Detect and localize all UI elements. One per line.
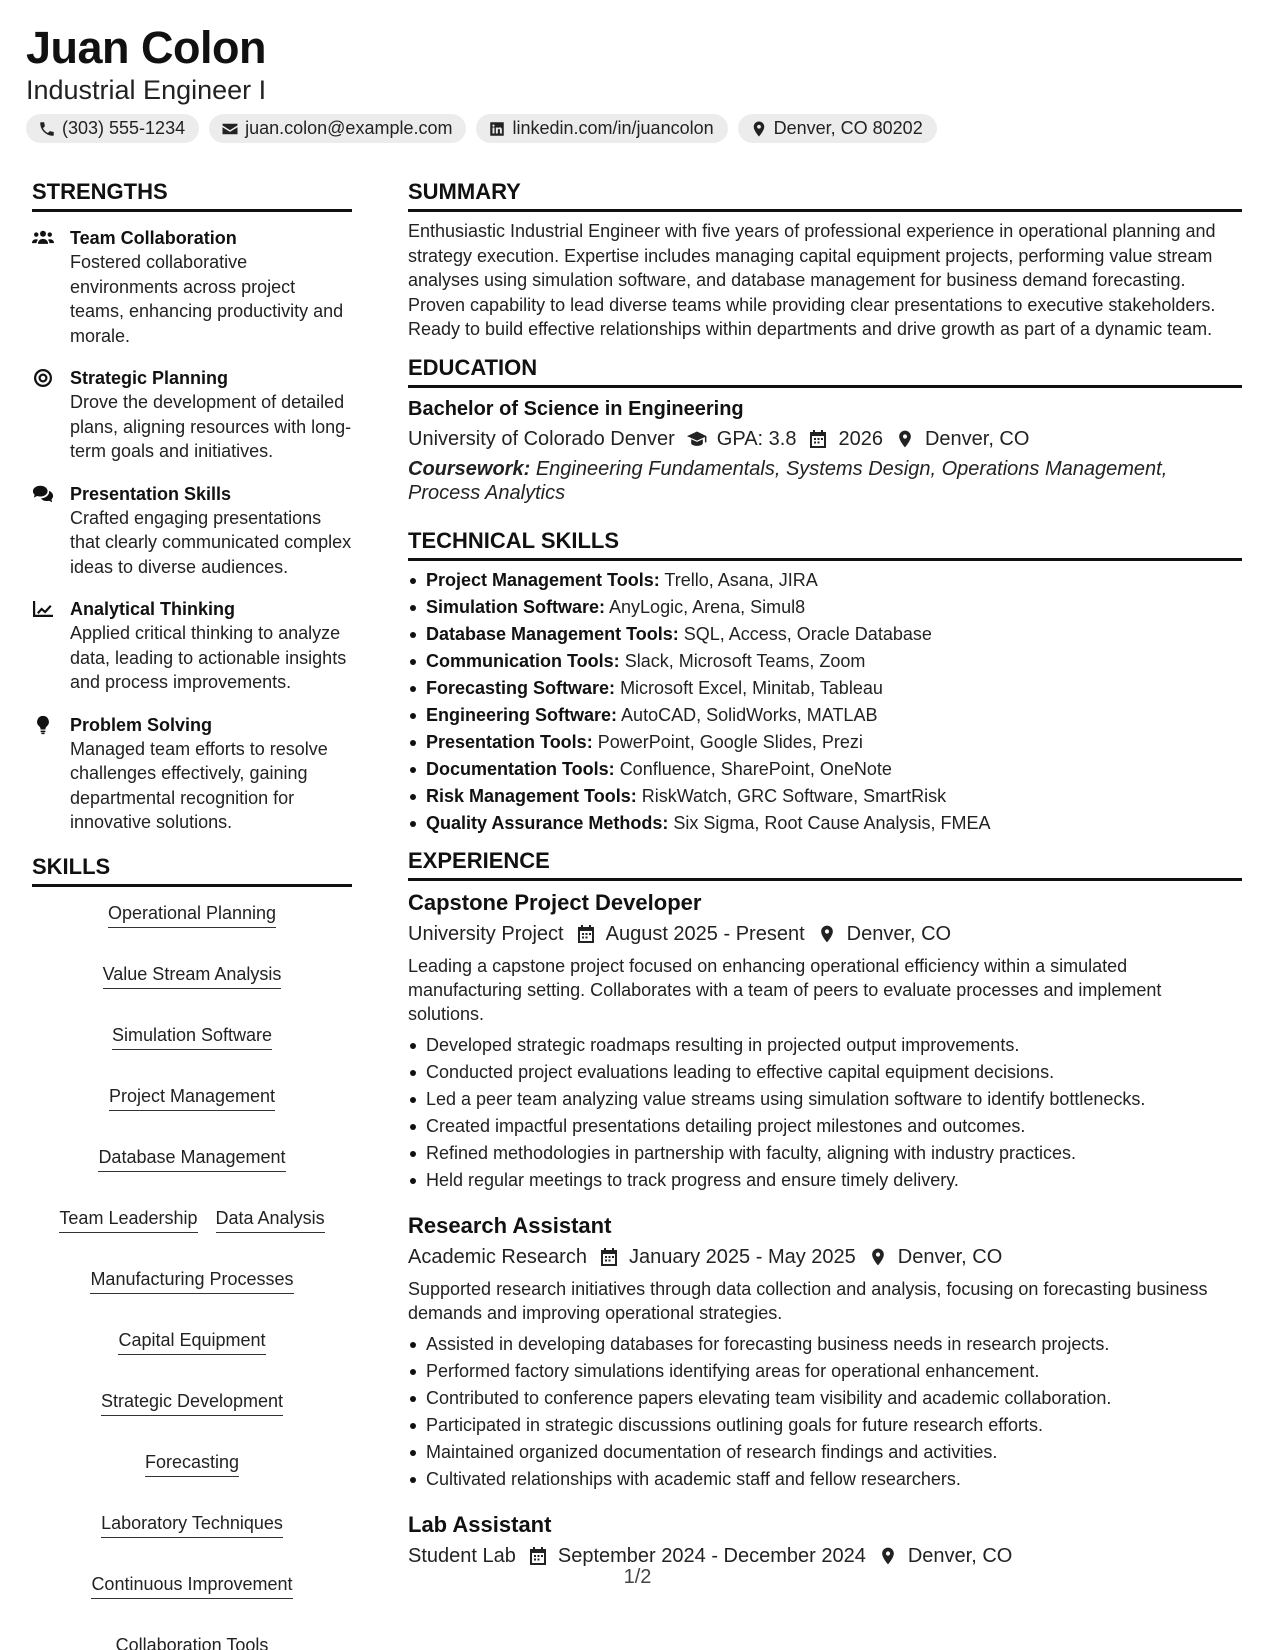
strength-title: Team Collaboration: [70, 228, 237, 248]
strength-desc: Drove the development of detailed plans, aligning resources with long-term goals and initiatives.: [70, 392, 352, 461]
strength-title: Problem Solving: [70, 714, 213, 735]
job-org: University Project: [408, 922, 564, 945]
tech-skill-value: AnyLogic, Arena, Simul8: [609, 596, 806, 617]
list-item: Conducted project evaluations leading to effective capital equipment decisions.: [408, 1059, 1242, 1086]
degree-title: Bachelor of Science in Engineering: [408, 397, 744, 420]
tech-skill-value: Six Sigma, Root Cause Analysis, FMEA: [673, 812, 991, 833]
list-item: [408, 594, 1242, 621]
summary-heading: SUMMARY: [408, 178, 1242, 212]
tech-skill-label: Quality Assurance Methods:: [426, 812, 669, 833]
education-heading: EDUCATION: [408, 354, 1242, 388]
linkedin-icon: [488, 120, 506, 138]
skill-tag: Capital Equipment: [118, 1328, 265, 1355]
tech-skill-label: Presentation Tools:: [426, 731, 593, 752]
coursework: [408, 457, 1242, 505]
tech-skill-value: Trello, Asana, JIRA: [664, 569, 818, 590]
graduation-cap-icon: [687, 429, 707, 449]
job-location: Denver, CO: [897, 1245, 1003, 1268]
users-icon: [32, 228, 54, 248]
strength-item: [32, 226, 352, 348]
linkedin-chip[interactable]: [476, 114, 727, 143]
tech-skill-value: Confluence, SharePoint, OneNote: [619, 758, 892, 779]
job-description: Leading a capstone project focused on enhancing operational efficiency within a simulated manufacturing setting. Collaborates with a team of peers to evaluate processes and implement solutions.: [408, 955, 1162, 1024]
strength-desc: Crafted engaging presentations that clearly communicated complex ideas to diverse audiences.: [70, 507, 352, 577]
skill-tag: Data Analysis: [216, 1206, 325, 1233]
list-item: [408, 675, 1242, 702]
map-pin-icon: [878, 1546, 898, 1566]
education-meta: [408, 425, 1242, 453]
skill-tag: Manufacturing Processes: [90, 1267, 293, 1294]
envelope-icon: [221, 120, 239, 138]
job-title: Capstone Project Developer: [408, 889, 702, 915]
job-org: Academic Research: [408, 1245, 587, 1268]
tech-skill-label: Communication Tools:: [426, 650, 620, 671]
skill-tag: Operational Planning: [108, 901, 276, 928]
job-location: Denver, CO: [846, 922, 952, 945]
email-chip[interactable]: [209, 114, 466, 143]
job-title: Research Assistant: [408, 1212, 612, 1238]
job-bullets: [408, 1331, 1242, 1493]
list-item: Cultivated relationships with academic staff and fellow researchers.: [408, 1466, 1242, 1493]
map-pin-icon: [817, 924, 837, 944]
coursework-label: Coursework:: [408, 457, 531, 480]
skill-tag: Forecasting: [145, 1450, 239, 1477]
list-item: [408, 729, 1242, 756]
job-org: Student Lab: [408, 1544, 516, 1567]
technical-skills-list: [408, 567, 1242, 837]
tech-skill-label: Documentation Tools:: [426, 758, 615, 779]
tech-skill-value: RiskWatch, GRC Software, SmartRisk: [641, 785, 947, 806]
job-title: Lab Assistant: [408, 1511, 552, 1537]
page-number: 1/2: [623, 1566, 652, 1588]
tech-skill-label: Forecasting Software:: [426, 677, 616, 698]
phone-text: (303) 555-1234: [62, 118, 186, 138]
map-pin-icon: [868, 1247, 888, 1267]
technical-skills-heading: TECHNICAL SKILLS: [408, 527, 1242, 561]
phone-icon: [38, 120, 56, 138]
strength-item: [32, 482, 352, 580]
gpa-text: GPA: 3.8: [716, 427, 797, 450]
linkedin-text: linkedin.com/in/juancolon: [512, 118, 714, 138]
calendar-icon: [576, 924, 596, 944]
tech-skill-label: Database Management Tools:: [426, 623, 679, 644]
left-column: [32, 178, 352, 1650]
job-location: Denver, CO: [907, 1544, 1013, 1567]
skills-list: [32, 901, 352, 1650]
tech-skill-label: Engineering Software:: [426, 704, 618, 725]
skill-tag: Laboratory Techniques: [101, 1511, 283, 1538]
calendar-icon: [808, 429, 828, 449]
tech-skill-value: PowerPoint, Google Slides, Prezi: [597, 731, 863, 752]
location-text: Denver, CO 80202: [773, 118, 923, 138]
skill-tag: Strategic Development: [101, 1389, 283, 1416]
strength-item: [32, 713, 352, 835]
list-item: Held regular meetings to track progress and ensure timely delivery.: [408, 1167, 1242, 1194]
list-item: Maintained organized documentation of research findings and activities.: [408, 1439, 1242, 1466]
strengths-list: [32, 226, 352, 835]
skill-tag: Database Management: [98, 1145, 285, 1172]
experience-heading: EXPERIENCE: [408, 847, 1242, 881]
skill-tag: Collaboration Tools: [116, 1633, 269, 1650]
calendar-icon: [528, 1546, 548, 1566]
right-column: [408, 178, 1242, 1570]
list-item: Created impactful presentations detailing project milestones and outcomes.: [408, 1113, 1242, 1140]
location-chip: [738, 114, 937, 143]
list-item: Refined methodologies in partnership with faculty, aligning with industry practices.: [408, 1140, 1242, 1167]
job-dates: August 2025 - Present: [605, 922, 805, 945]
strength-desc: Fostered collaborative environments across project teams, enhancing productivity and morale.: [70, 252, 344, 346]
skill-tag: Continuous Improvement: [91, 1572, 292, 1599]
strength-title: Strategic Planning: [70, 368, 229, 388]
strength-desc: Applied critical thinking to analyze data, leading to actionable insights and process improvements.: [70, 623, 347, 692]
skill-tag: Project Management: [109, 1084, 275, 1111]
coursework-list: Engineering Fundamentals, Systems Design, Operations Management, Process Analytics: [408, 457, 1168, 504]
resume-header: [26, 22, 1246, 143]
skills-heading: SKILLS: [32, 853, 352, 887]
candidate-title: Industrial Engineer I: [26, 75, 267, 105]
list-item: Developed strategic roadmaps resulting in projected output improvements.: [408, 1032, 1242, 1059]
list-item: Led a peer team analyzing value streams using simulation software to identify bottlenecks.: [408, 1086, 1242, 1113]
skill-tag: Team Leadership: [59, 1206, 197, 1233]
skill-tag: Value Stream Analysis: [103, 962, 282, 989]
job-bullets: [408, 1032, 1242, 1194]
email-text: juan.colon@example.com: [245, 118, 453, 138]
summary-text: Enthusiastic Industrial Engineer with five years of professional experience in operational planning and strategy execution. Expertise includes managing capital equipment projects, performing value stream analyses using simulation software, and database management for business demand forecasting. Proven capability to lead diverse teams while providing clear presentations to executive stakeholders. Ready to build effective relationships within departments and drive growth as part of a dynamic team.: [408, 221, 1216, 339]
school-location: Denver, CO: [924, 427, 1030, 450]
job-meta: [408, 1243, 1242, 1271]
tech-skill-value: AutoCAD, SolidWorks, MATLAB: [621, 704, 878, 725]
strength-desc: Managed team efforts to resolve challenges effectively, gaining departmental recognition for innovative solutions.: [70, 738, 328, 832]
candidate-name: Juan Colon: [26, 22, 266, 73]
tech-skill-label: Risk Management Tools:: [426, 785, 637, 806]
comments-icon: [32, 484, 54, 504]
list-item: Contributed to conference papers elevating team visibility and academic collaboration.: [408, 1385, 1242, 1412]
calendar-icon: [599, 1247, 619, 1267]
school-name: University of Colorado Denver: [408, 427, 675, 450]
strength-item: [32, 597, 352, 695]
strength-title: Analytical Thinking: [70, 599, 236, 619]
list-item: [408, 783, 1242, 810]
list-item: [408, 702, 1242, 729]
job-description: Supported research initiatives through data collection and analysis, focusing on forecasting business demands and improving operational strategies.: [408, 1278, 1208, 1323]
strength-title: Presentation Skills: [70, 483, 232, 504]
list-item: [408, 810, 1242, 837]
list-item: [408, 621, 1242, 648]
list-item: Performed factory simulations identifying areas for operational enhancement.: [408, 1358, 1242, 1385]
list-item: [408, 648, 1242, 675]
tech-skill-label: Simulation Software:: [426, 596, 606, 617]
contact-bar: [26, 114, 1246, 143]
job-meta: [408, 920, 1242, 948]
graduation-year: 2026: [838, 427, 883, 450]
list-item: [408, 567, 1242, 594]
map-pin-icon: [895, 429, 915, 449]
list-item: [408, 756, 1242, 783]
phone-chip[interactable]: [26, 114, 199, 143]
tech-skill-value: Slack, Microsoft Teams, Zoom: [624, 650, 866, 671]
job-dates: January 2025 - May 2025: [628, 1245, 856, 1268]
map-pin-icon: [750, 120, 768, 138]
target-icon: [32, 368, 54, 388]
strengths-heading: STRENGTHS: [32, 178, 352, 212]
list-item: Assisted in developing databases for forecasting business needs in research projects.: [408, 1331, 1242, 1358]
tech-skill-label: Project Management Tools:: [426, 569, 660, 590]
strength-item: [32, 366, 352, 464]
job-dates: September 2024 - December 2024: [557, 1544, 866, 1567]
tech-skill-value: SQL, Access, Oracle Database: [683, 623, 932, 644]
chart-line-icon: [32, 599, 54, 619]
skill-tag: Simulation Software: [112, 1023, 272, 1050]
lightbulb-icon: [32, 715, 54, 735]
tech-skill-value: Microsoft Excel, Minitab, Tableau: [620, 677, 883, 698]
list-item: Participated in strategic discussions outlining goals for future research efforts.: [408, 1412, 1242, 1439]
